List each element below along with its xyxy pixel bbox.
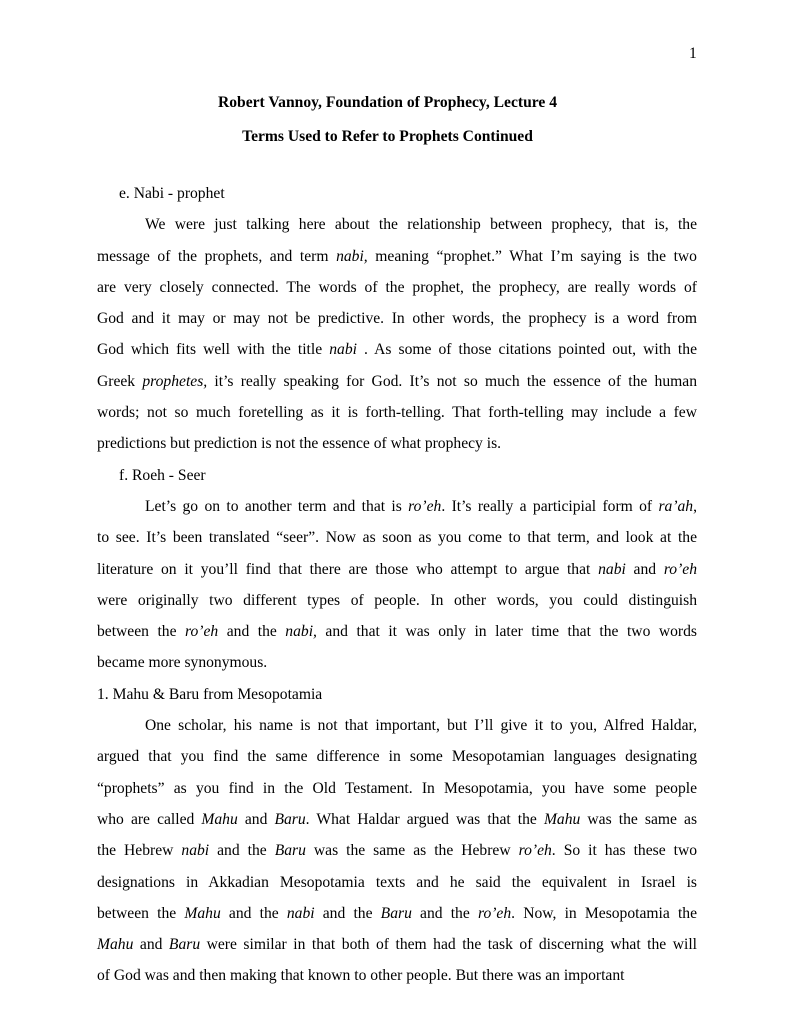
text-run: and the (411, 904, 478, 922)
text-run: e. Nabi - prophet (119, 185, 225, 202)
text-run: We were just talking here about the relationship between prophecy, that is, the (145, 216, 697, 234)
text-line (97, 491, 697, 522)
text-line (97, 460, 697, 491)
text-run: are very closely connected. The words of the prophet, the prophecy, are really words of (97, 278, 697, 296)
text-run: and (625, 560, 664, 578)
text-run: One scholar, his name is not that important, but I’ll give it to you, Alfred Haldar, (145, 717, 697, 735)
text-line (97, 616, 697, 647)
text-run: were originally two different types of people. In other words, you could distinguish (97, 591, 697, 609)
text-line (97, 397, 697, 428)
text-line (97, 303, 697, 334)
document-body (97, 178, 697, 992)
document-subtitle: Terms Used to Refer to Prophets Continued (242, 128, 533, 145)
text-run: Let’s go on to another term and that is (145, 497, 409, 515)
text-run: , (693, 497, 698, 515)
text-run: . So it has these two (551, 842, 698, 860)
text-run: and that it was only in later time that the two words (316, 623, 697, 641)
text-line (97, 241, 697, 272)
text-line (97, 178, 697, 209)
text-line (97, 554, 697, 585)
text-line (97, 522, 697, 553)
text-line (97, 710, 697, 741)
text-line (97, 647, 697, 678)
italic-term: Baru (274, 810, 306, 828)
italic-term: ro’eh (518, 842, 552, 860)
text-run: and (133, 936, 169, 954)
text-line (97, 929, 697, 960)
text-line (97, 741, 697, 772)
text-line (97, 585, 697, 616)
italic-term: nabi, (285, 623, 317, 641)
text-line (97, 867, 697, 898)
italic-term: ro’eh (185, 623, 219, 641)
text-run: . Now, in Mesopotamia the (511, 904, 698, 922)
italic-term: ro’eh (408, 497, 442, 515)
text-run: and (237, 810, 275, 828)
text-run: and the (209, 842, 275, 860)
italic-term: Baru (168, 936, 201, 954)
italic-term: ro’eh (477, 904, 512, 922)
italic-term: prophetes, (142, 372, 208, 390)
text-run: . It’s really a participial form of (441, 497, 659, 515)
page-number: 1 (689, 45, 697, 62)
text-run: “prophets” as you find in the Old Testament. In Mesopotamia, you have some people (97, 779, 697, 797)
text-line (97, 804, 697, 835)
italic-term: Mahu (184, 904, 221, 922)
text-run: designations in Akkadian Mesopotamia texts and he said the equivalent in Israel is (97, 873, 697, 891)
text-line (97, 272, 697, 303)
text-run: it’s really speaking for God. It’s not so much the essence of the human (207, 372, 697, 390)
italic-term: ra’ah (658, 497, 694, 515)
text-run: to see. It’s been translated “seer”. Now as soon as you come to that term, and look at the (97, 529, 697, 547)
text-run: became more synonymous. (97, 654, 268, 672)
text-line (97, 366, 697, 397)
text-run: was the same as (580, 810, 698, 828)
text-run: words; not so much foretelling as it is forth-telling. That forth-telling may include a few (97, 404, 697, 422)
text-run: argued that you find the same difference in some Mesopotamian languages designating (97, 748, 697, 766)
italic-term: nabi (598, 560, 626, 578)
text-run: who are called (97, 810, 202, 828)
text-run: 1. Mahu & Baru from Mesopotamia (97, 685, 323, 703)
text-run: literature on it you’ll find that there are those who attempt to argue that (97, 560, 599, 578)
text-run: predictions but prediction is not the essence of what prophecy is. (97, 435, 502, 453)
italic-term: Mahu (201, 810, 238, 828)
text-line (97, 209, 697, 240)
text-run: and the (314, 904, 381, 922)
text-run: . As some of those citations pointed out, with the (356, 341, 697, 359)
text-line (97, 898, 697, 929)
text-run: and the (220, 904, 287, 922)
italic-term: nabi, (336, 247, 368, 265)
text-line (97, 835, 697, 866)
document-title: Robert Vannoy, Foundation of Prophecy, Lecture 4 (217, 94, 558, 111)
italic-term: Mahu (97, 936, 134, 954)
italic-term: nabi (286, 904, 315, 922)
italic-term: Baru (380, 904, 412, 922)
italic-term: Mahu (543, 810, 581, 828)
text-run: . What Haldar argued was that the (305, 810, 544, 828)
text-run: between the (97, 623, 186, 641)
text-run: meaning “prophet.” What I’m saying is the two (367, 247, 697, 265)
text-run: message of the prophets, and term (97, 247, 337, 265)
italic-term: Baru (274, 842, 306, 860)
text-run: of God was and then making that known to other people. But there was an important (97, 967, 625, 985)
text-run: God which fits well with the title (97, 341, 330, 359)
text-line (97, 960, 697, 991)
text-run: were similar in that both of them had the task of discerning what the will (200, 936, 697, 954)
text-run: between the (97, 904, 185, 922)
italic-term: nabi (181, 842, 210, 860)
italic-term: nabi (329, 341, 357, 359)
text-line (97, 428, 697, 459)
text-run: and the (218, 623, 286, 641)
text-line (97, 679, 697, 710)
text-run: was the same as the Hebrew (305, 842, 519, 860)
text-line (97, 334, 697, 365)
text-line (97, 773, 697, 804)
text-run: f. Roeh - Seer (119, 466, 206, 484)
text-run: God and it may or may not be predictive. In other words, the prophecy is a word from (97, 310, 697, 328)
text-run: the Hebrew (97, 842, 182, 860)
text-run: Greek (97, 372, 143, 390)
italic-term: ro’eh (663, 560, 698, 578)
